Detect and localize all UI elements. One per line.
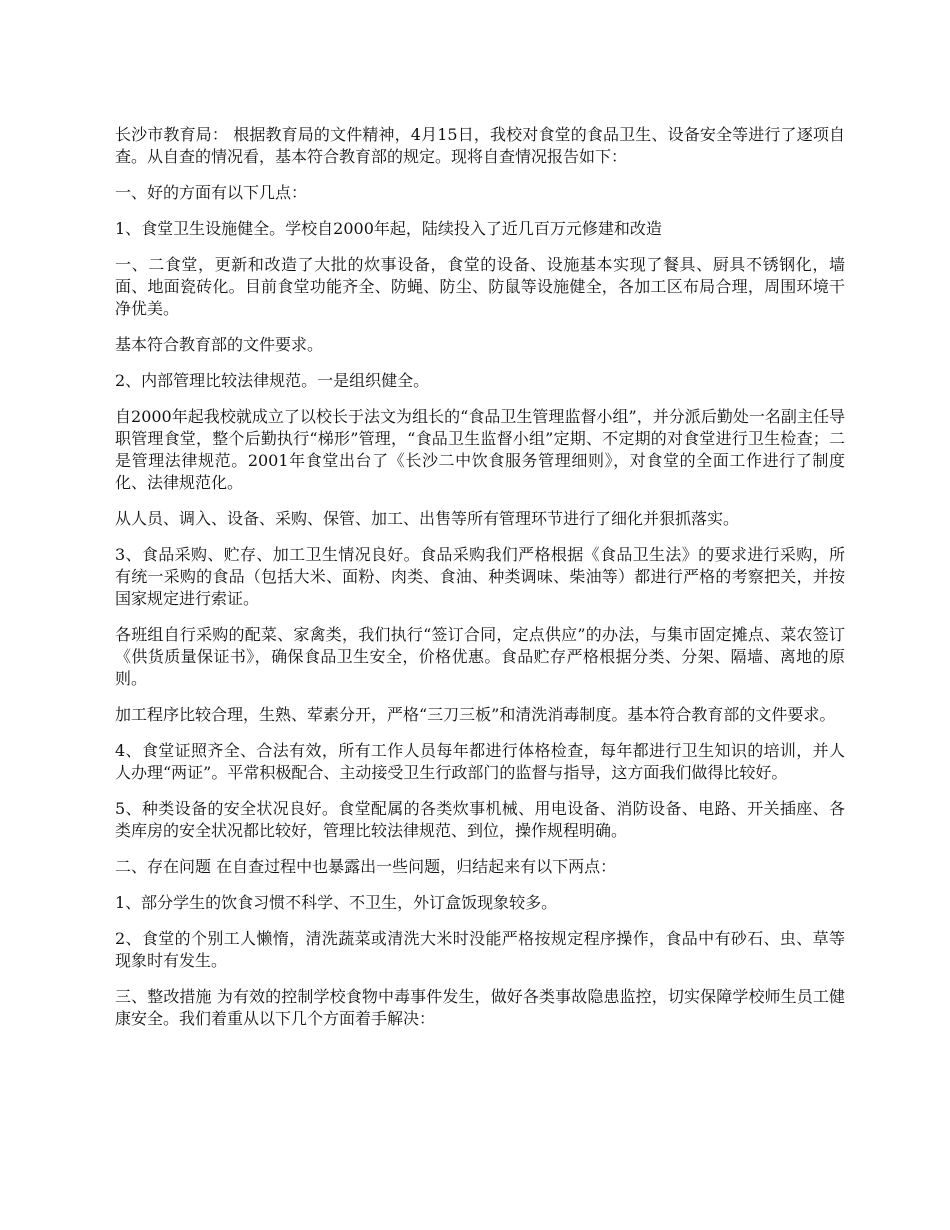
paragraph-problem-1: 1、部分学生的饮食习惯不科学、不卫生，外订盒饭现象较多。 — [115, 893, 558, 912]
paragraph-item-1: 1、食堂卫生设施健全。学校自2000年起，陆续投入了近几百万元修建和改造 — [115, 219, 662, 238]
section-heading-problems: 二、存在问题 在自查过程中也暴露出一些问题，归结起来有以下两点： — [115, 857, 617, 876]
section-heading-strengths: 一、好的方面有以下几点： — [115, 183, 308, 202]
paragraph-item-1-conclusion: 基本符合教育部的文件要求。 — [115, 335, 324, 354]
paragraph-item-5: 5、种类设备的安全状况良好。食堂配属的各类炊事机械、用电设备、消防设备、电路、开关插座、各类库房的安全状况都比较好，管理比较法律规范、到位，操作规程明确。 — [115, 799, 845, 840]
paragraph-item-2-detail: 自2000年起我校就成立了以校长于法文为组长的“食品卫生管理监督小组”，并分派后勤处一名副主任导职管理食堂，整个后勤执行“梯形”管理，“食品卫生监督小组”定期、不定期的对食堂进行卫生检查；二是管理法律规范。2001年食堂出台了《长沙二中饮食服务管理细则》，对食堂的全面工作进行了制度化、法律规范化。 — [115, 407, 845, 492]
paragraph-item-2-conclusion: 从人员、调入、设备、采购、保管、加工、出售等所有管理环节进行了细化并狠抓落实。 — [115, 509, 740, 528]
paragraph-item-2: 2、内部管理比较法律规范。一是组织健全。 — [115, 371, 430, 390]
paragraph-item-4: 4、食堂证照齐全、合法有效，所有工作人员每年都进行体格检查，每年都进行卫生知识的培训，并人人办理“两证”。平常积极配合、主动接受卫生行政部门的监督与指导，这方面我们做得比较好。 — [115, 741, 845, 782]
paragraph-problem-2: 2、食堂的个别工人懒惰，清洗蔬菜或清洗大米时没能严格按规定程序操作，食品中有砂石、虫、草等现象时有发生。 — [115, 929, 845, 970]
paragraph-item-3-conclusion: 加工程序比较合理，生熟、荤素分开，严格“三刀三板”和清洗消毒制度。基本符合教育部的文件要求。 — [115, 705, 836, 724]
paragraph-item-3-detail: 各班组自行采购的配菜、家禽类，我们执行“签订合同，定点供应”的办法，与集市固定摊点、菜农签订《供货质量保证书》，确保食品卫生安全，价格优惠。食品贮存严格根据分类、分架、隔墙、离地的原则。 — [115, 625, 845, 688]
document-body — [115, 124, 845, 1044]
section-heading-measures: 三、整改措施 为有效的控制学校食物中毒事件发生，做好各类事故隐患监控，切实保障学校师生员工健康安全。我们着重从以下几个方面着手解决： — [115, 987, 845, 1028]
paragraph-item-3: 3、食品采购、贮存、加工卫生情况良好。食品采购我们严格根据《食品卫生法》的要求进行采购，所有统一采购的食品（包括大米、面粉、肉类、食油、种类调味、柴油等）都进行严格的考察把关，并按国家规定进行索证。 — [115, 545, 845, 608]
paragraph-greeting: 长沙市教育局： 根据教育局的文件精神，4月15日，我校对食堂的食品卫生、设备安全等进行了逐项自查。从自查的情况看，基本符合教育部的规定。现将自查情况报告如下： — [115, 125, 845, 166]
paragraph-item-1-detail: 一、二食堂，更新和改造了大批的炊事设备，食堂的设备、设施基本实现了餐具、厨具不锈钢化，墙面、地面瓷砖化。目前食堂功能齐全、防蝇、防尘、防鼠等设施健全，各加工区布局合理，周围环境干净优美。 — [115, 255, 845, 318]
